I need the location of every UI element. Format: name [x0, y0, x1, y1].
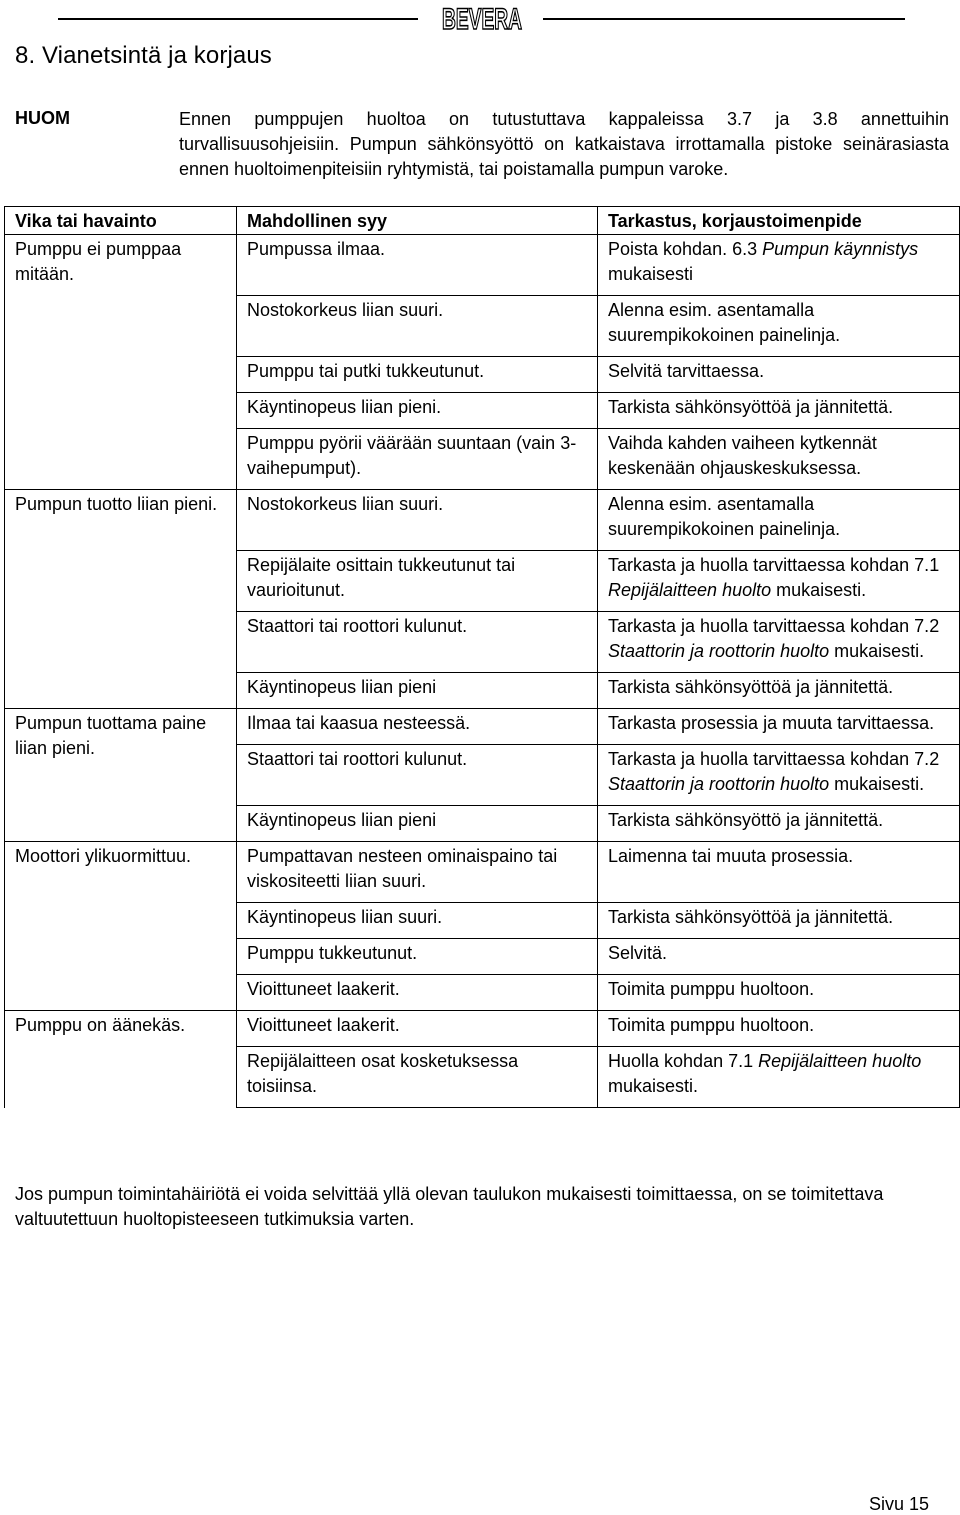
cause-cell: Pumppu tukkeutunut. [237, 939, 598, 975]
action-text: Vaihda kahden vaiheen kytkennät keskenään ohjauskeskuksessa. [608, 433, 877, 478]
action-cell [598, 939, 960, 975]
action-cell [598, 296, 960, 357]
action-cell [598, 975, 960, 1011]
column-header-fault: Vika tai havainto [5, 207, 237, 235]
action-cell [598, 903, 960, 939]
cause-cell: Nostokorkeus liian suuri. [237, 296, 598, 357]
action-cell [598, 393, 960, 429]
action-text: Poista kohdan. 6.3 [608, 239, 763, 259]
action-text: Toimita pumppu huoltoon. [608, 979, 815, 999]
table-body [5, 235, 960, 1108]
table-row [5, 235, 960, 296]
action-text: Tarkista sähkönsyöttö ja jännitettä. [608, 810, 884, 830]
cause-cell: Vioittuneet laakerit. [237, 975, 598, 1011]
bevera-logo [440, 0, 524, 36]
cause-cell: Käyntinopeus liian suuri. [237, 903, 598, 939]
action-text: Alenna esim. asentamalla suurempikokoinen painelinja. [608, 494, 841, 539]
cause-cell: Käyntinopeus liian pieni. [237, 393, 598, 429]
cause-cell: Repijälaitteen osat kosketuksessa toisiinsa. [237, 1047, 598, 1108]
fault-cell: Pumpun tuottama paine liian pieni. [5, 709, 237, 842]
cause-cell: Pumpussa ilmaa. [237, 235, 598, 296]
column-header-cause: Mahdollinen syy [237, 207, 598, 235]
action-section-reference: Pumpun käynnistys [762, 239, 919, 259]
action-section-reference: Repijälaitteen huolto [758, 1051, 922, 1071]
note-text: Ennen pumppujen huoltoa on tutustuttava kappaleissa 3.7 ja 3.8 annettuihin turvallisuusohjeisiin. Pumpun sähkönsyöttö on katkaistava irrottamalla pistoke seinärasiasta ennen huoltoimenpiteisiin ryhtymistä, tai poistamalla pumpun varoke. [179, 109, 949, 179]
cause-cell: Staattori tai roottori kulunut. [237, 612, 598, 673]
cause-cell: Pumpattavan nesteen ominaispaino tai viskositeetti liian suuri. [237, 842, 598, 903]
action-cell [598, 490, 960, 551]
page-number: Sivu 15 [869, 1494, 930, 1514]
action-text-suffix: mukaisesti. [829, 641, 925, 661]
action-text: Toimita pumppu huoltoon. [608, 1015, 815, 1035]
table-row [5, 709, 960, 745]
action-section-reference: Staattorin ja roottorin huolto [608, 641, 830, 661]
action-text: Tarkista sähkönsyöttöä ja jännitettä. [608, 677, 894, 697]
action-section-reference: Staattorin ja roottorin huolto [608, 774, 830, 794]
action-text: Huolla kohdan 7.1 [608, 1051, 759, 1071]
action-text: Alenna esim. asentamalla suurempikokoinen painelinja. [608, 300, 841, 345]
action-cell [598, 842, 960, 903]
cause-cell: Repijälaite osittain tukkeutunut tai vaurioitunut. [237, 551, 598, 612]
cause-cell: Staattori tai roottori kulunut. [237, 745, 598, 806]
cause-cell: Pumppu pyörii väärään suuntaan (vain 3-vaihepumput). [237, 429, 598, 490]
action-text-suffix: mukaisesti. [829, 774, 925, 794]
note-label: HUOM [15, 108, 70, 128]
header-rule-right [543, 18, 905, 20]
action-text: Tarkasta ja huolla tarvittaessa kohdan 7.2 [608, 749, 940, 769]
action-text-suffix: mukaisesti [608, 264, 694, 284]
cause-cell: Käyntinopeus liian pieni [237, 806, 598, 842]
bevera-logo-graphic [440, 1, 524, 35]
table-row [5, 1011, 960, 1047]
action-text: Tarkista sähkönsyöttöä ja jännitettä. [608, 907, 894, 927]
action-cell [598, 806, 960, 842]
fault-cell: Moottori ylikuormittuu. [5, 842, 237, 1011]
column-header-action: Tarkastus, korjaustoimenpide [598, 207, 960, 235]
action-text: Tarkasta prosessia ja muuta tarvittaessa. [608, 713, 935, 733]
table-header-row [5, 207, 960, 235]
troubleshooting-table [4, 206, 960, 1108]
action-section-reference: Repijälaitteen huolto [608, 580, 772, 600]
cause-cell: Ilmaa tai kaasua nesteessä. [237, 709, 598, 745]
footer-note: Jos pumpun toimintahäiriötä ei voida selvittää yllä olevan taulukon mukaisesti toimittaessa, on se toimitettava valtuutettuun huoltopisteeseen tutkimuksia varten. [15, 1184, 884, 1229]
section-title: 8. Vianetsintä ja korjaus [15, 42, 272, 69]
cause-cell: Vioittuneet laakerit. [237, 1011, 598, 1047]
action-text-suffix: mukaisesti. [608, 1076, 699, 1096]
header-rule-left [58, 18, 418, 20]
action-cell [598, 745, 960, 806]
action-cell [598, 673, 960, 709]
fault-cell: Pumpun tuotto liian pieni. [5, 490, 237, 709]
fault-cell: Pumppu on äänekäs. [5, 1011, 237, 1108]
action-text: Selvitä. [608, 943, 668, 963]
logo-lettering: BEVERA [442, 3, 522, 36]
action-text: Tarkasta ja huolla tarvittaessa kohdan 7.1 [608, 555, 940, 575]
fault-cell: Pumppu ei pumppaa mitään. [5, 235, 237, 490]
action-cell [598, 357, 960, 393]
action-text: Tarkista sähkönsyöttöä ja jännitettä. [608, 397, 894, 417]
action-text: Selvitä tarvittaessa. [608, 361, 765, 381]
table-row [5, 490, 960, 551]
action-cell [598, 551, 960, 612]
action-cell [598, 1047, 960, 1108]
action-text: Tarkasta ja huolla tarvittaessa kohdan 7.2 [608, 616, 940, 636]
action-cell [598, 1011, 960, 1047]
table-row [5, 842, 960, 903]
cause-cell: Pumppu tai putki tukkeutunut. [237, 357, 598, 393]
action-text: Laimenna tai muuta prosessia. [608, 846, 854, 866]
action-cell [598, 235, 960, 296]
cause-cell: Käyntinopeus liian pieni [237, 673, 598, 709]
action-text-suffix: mukaisesti. [771, 580, 867, 600]
cause-cell: Nostokorkeus liian suuri. [237, 490, 598, 551]
action-cell [598, 429, 960, 490]
action-cell [598, 709, 960, 745]
action-cell [598, 612, 960, 673]
